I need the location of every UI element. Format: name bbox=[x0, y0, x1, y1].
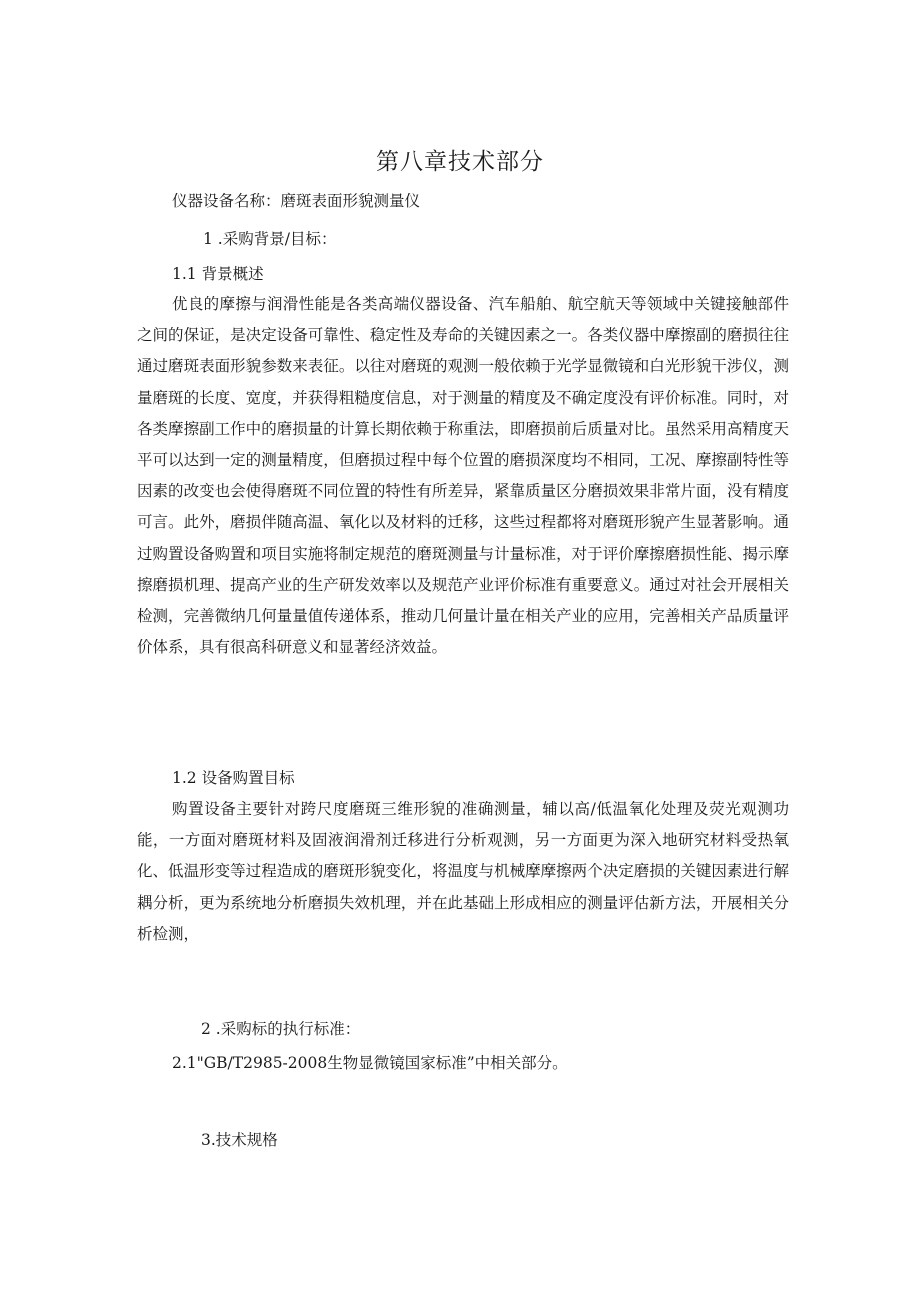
chapter-title: 第八章技术部分 bbox=[376, 149, 544, 175]
background-paragraph: 优良的摩擦与润滑性能是各类高端仪器设备、汽车船舶、航空航天等领域中关键接触部件之间的保证，是决定设备可靠性、稳定性及寿命的关键因素之一。各类仪器中摩擦副的磨损往往通过磨斑表面形貌参数来表征。以往对磨斑的观测一般依赖于光学显微镜和白光形貌干涉仪，测量磨斑的长度、宽度，并获得粗糙度信息，对于测量的精度及不确定度没有评价标准。同时，对各类摩擦副工作中的磨损量的计算长期依赖于称重法，即磨损前后质量对比。虽然采用高精度天平可以达到一定的测量精度，但磨损过程中每个位置的磨损深度均不相同，工况、摩擦副特性等因素的改变也会使得磨斑不同位置的特性有所差异，紧靠质量区分磨损效果非常片面，没有精度可言。此外，磨损伴随高温、氧化以及材料的迁移，这些过程都将对磨斑形貌产生显著影响。通过购置设备购置和项目实施将制定规范的磨斑测量与计量标准，对于评价摩擦磨损性能、揭示摩擦磨损机理、提高产业的生产研发效率以及规范产业评价标准有重要意义。通过对社会开展相关检测，完善微纳几何量量值传递体系，推动几何量计量在相关产业的应用，完善相关产品质量评价体系，具有很高科研意义和显著经济效益。 bbox=[137, 295, 789, 657]
subsection-1-1-heading: 1.1 背景概述 bbox=[172, 265, 264, 283]
section-2-heading: 2 .采购标的执行标准： bbox=[201, 1020, 361, 1038]
goal-paragraph: 购置设备主要针对跨尺度磨斑三维形貌的准确测量，辅以高/低温氧化处理及荧光观测功能，一方面对磨斑材料及固液润滑剂迁移进行分析观测，另一方面更为深入地研究材料受热氧化、低温形变等过程造成的磨斑形貌变化，将温度与机械摩摩擦两个决定磨损的关键因素进行解耦分析，更为系统地分析磨损失效机理，并在此基础上形成相应的测量评估新方法，开展相关分析检测， bbox=[137, 800, 789, 943]
section-3-heading: 3.技术规格 bbox=[201, 1131, 278, 1149]
device-name: 仪器设备名称：磨斑表面形貌测量仪 bbox=[172, 192, 421, 210]
standard-item-2-1: 2.1"GB/T2985-2008生物显微镜国家标准”中相关部分。 bbox=[172, 1054, 568, 1072]
subsection-1-2-heading: 1.2 设备购置目标 bbox=[172, 769, 295, 787]
section-1-heading: 1 .采购背景/目标： bbox=[203, 230, 337, 248]
